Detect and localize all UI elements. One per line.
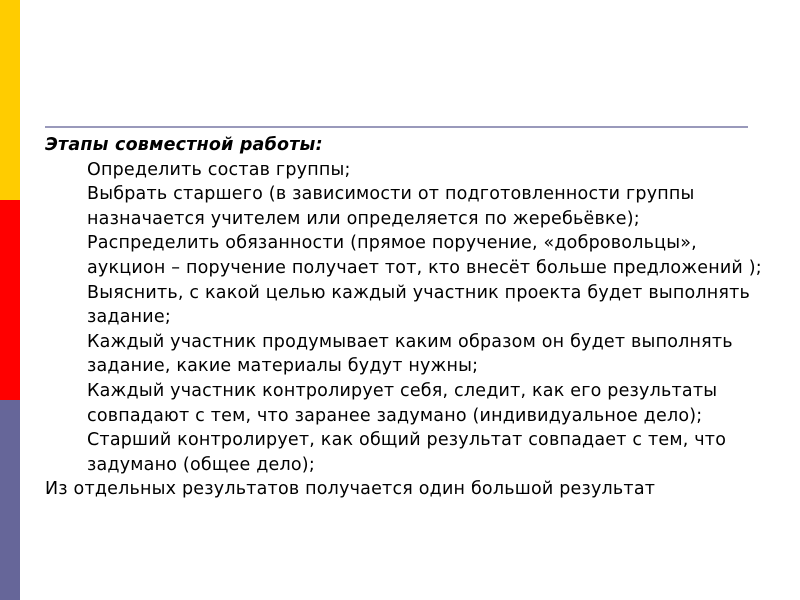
accent-bar-slate <box>0 400 20 600</box>
accent-bar-red <box>0 200 20 400</box>
list-item: Выбрать старшего (в зависимости от подготовленности группы назначается учителем или определяется по жеребьёвке); <box>87 184 695 229</box>
list-item: Каждый участник контролирует себя, следит, как его результаты совпадают с тем, что заранее задумано (индивидуальное дело); <box>87 380 718 426</box>
steps-list <box>45 158 765 478</box>
list-item: Распределить обязанности (прямое поручение, «добровольцы», аукцион – поручение получает тот, кто внесёт больше предложений ); <box>87 233 762 278</box>
divider-line <box>45 126 748 128</box>
slide-body <box>45 133 765 502</box>
list-item: Каждый участник продумывает каким образом он будет выполнять задание, какие материалы будут нужны; <box>87 331 733 377</box>
summary-text: Из отдельных результатов получается один большой результат <box>45 479 656 500</box>
slide-heading: Этапы совместной работы: <box>45 135 323 155</box>
accent-bar-yellow <box>0 0 20 200</box>
list-item: Старший контролирует, как общий результат совпадает с тем, что задумано (общее дело); <box>87 430 727 475</box>
list-item: Определить состав группы; <box>87 159 351 180</box>
list-item: Выяснить, с какой целью каждый участник проекта будет выполнять задание; <box>87 282 751 328</box>
